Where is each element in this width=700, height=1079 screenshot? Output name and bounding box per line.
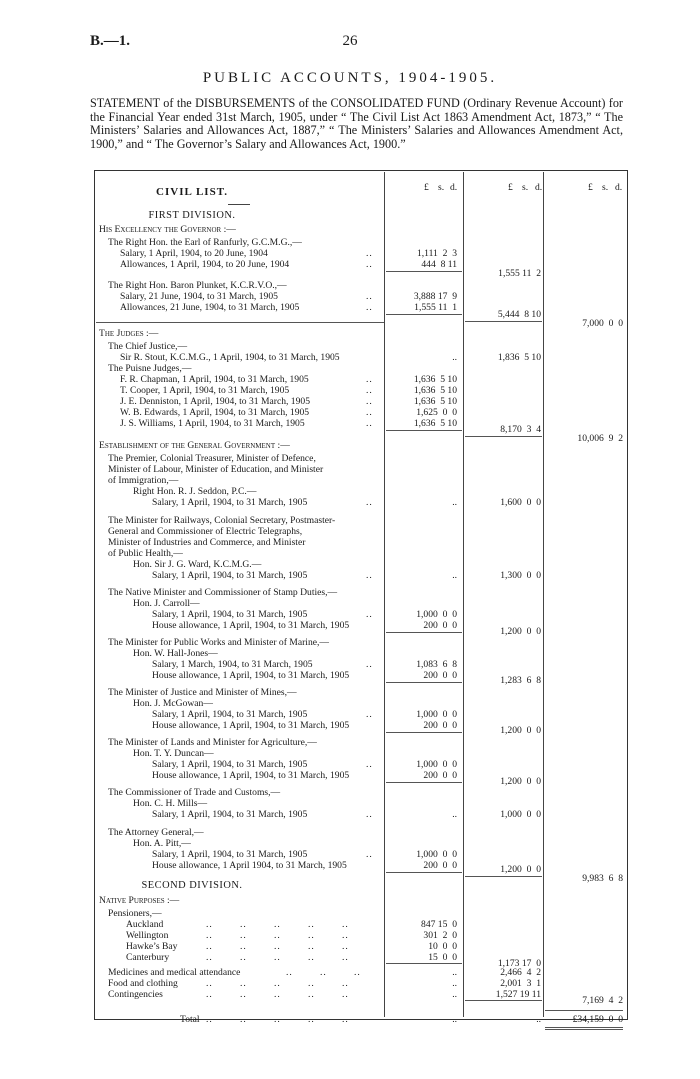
railways-salary-label: Salary, 1 April, 1904, to 31 March, 1905: [152, 570, 308, 581]
native-amount: 1,200 0 0: [500, 626, 541, 637]
railways-amount: 1,300 0 0: [500, 570, 541, 581]
first-division-heading: FIRST DIVISION.: [148, 210, 236, 221]
works-minister-name: Hon. W. Hall-Jones—: [133, 648, 218, 659]
establishment-heading: Establishment of the General Government :—: [99, 440, 290, 451]
double-rule: [545, 1027, 623, 1028]
trade-salary-label: Salary, 1 April, 1904, to 31 March, 1905: [152, 809, 308, 820]
premier-title-line: The Premier, Colonial Treasurer, Minister of Defence,: [108, 453, 316, 464]
native-salary-label: Salary, 1 April, 1904, to 31 March, 1905: [152, 609, 308, 620]
trade-amount: 1,000 0 0: [500, 809, 541, 820]
column-rule-3: [543, 172, 544, 1017]
section-rule: [96, 322, 384, 323]
earl-name: The Right Hon. the Earl of Ranfurly, G.C.M.G.,—: [108, 237, 302, 248]
column-rule-2: [463, 172, 464, 1017]
establishment-total: 9,983 6 8: [582, 873, 623, 884]
pound-heading-1: £: [424, 182, 429, 193]
governor-heading: His Excellency the Governor :—: [99, 224, 236, 235]
justice-house-amount: 200 0 0: [423, 720, 457, 731]
rule: [386, 963, 462, 964]
pension-place: Hawke’s Bay: [126, 941, 178, 952]
attorney-salary-amount: 1,000 0 0: [416, 849, 457, 860]
puisne-amount: 1,636 5 10: [413, 418, 457, 429]
attorney-general-title: The Attorney General,—: [108, 827, 204, 838]
page-number: 26: [342, 33, 358, 49]
works-salary-amount: 1,083 6 8: [416, 659, 457, 670]
double-rule: [545, 1029, 623, 1030]
pension-place: Auckland: [126, 919, 164, 930]
lands-minister-name: Hon. T. Y. Duncan—: [133, 748, 214, 759]
rule: [386, 682, 462, 683]
report-code: B.—1.: [90, 33, 131, 49]
baron-allowances-amount: 1,555 11 1: [414, 302, 457, 313]
railways-name: Hon. Sir J. G. Ward, K.C.M.G.—: [133, 559, 262, 570]
works-amount: 1,283 6 8: [500, 675, 541, 686]
trade-commissioner-name: Hon. C. H. Mills—: [133, 798, 208, 809]
chief-justice-heading: The Chief Justice,—: [108, 341, 188, 352]
native-house-label: House allowance, 1 April, 1904, to 31 March, 1905: [152, 620, 350, 631]
judges-total: 10,006 9 2: [577, 433, 623, 444]
puisne-judge: J. S. Williams, 1 April, 1904, to 31 March, 1905: [120, 418, 305, 429]
rule: [465, 436, 542, 437]
works-salary-label: Salary, 1 March, 1904, to 31 March, 1905: [152, 659, 313, 670]
rule: [465, 321, 542, 322]
premier-salary-label: Salary, 1 April, 1904, to 31 March, 1905: [152, 497, 308, 508]
attorney-house-label: House allowance, 1 April 1904, to 31 March, 1905: [152, 860, 347, 871]
puisne-judge: F. R. Chapman, 1 April, 1904, to 31 March, 1905: [120, 374, 309, 385]
rule: [386, 271, 462, 272]
medicines-amount: 2,466 4 2: [500, 967, 541, 978]
lands-house-label: House allowance, 1 April, 1904, to 31 March, 1905: [152, 770, 350, 781]
trade-commissioner-title: The Commissioner of Trade and Customs,—: [108, 787, 281, 798]
pound-heading-2: £: [508, 182, 513, 193]
rule: [386, 872, 462, 873]
works-house-amount: 200 0 0: [423, 670, 457, 681]
puisne-heading: The Puisne Judges,—: [108, 363, 192, 374]
shilling-heading-1: s.: [438, 182, 445, 193]
civil-list-heading: CIVIL LIST.: [156, 186, 228, 198]
page-title: PUBLIC ACCOUNTS, 1904-1905.: [202, 70, 498, 86]
works-minister-title: The Minister for Public Works and Minister of Marine,—: [108, 637, 330, 648]
chief-justice-amount: 1,836 5 10: [497, 352, 541, 363]
native-purposes-total: 7,169 4 2: [582, 995, 623, 1006]
contingencies-amount: 1,527 19 11: [495, 989, 541, 1000]
baron-salary-label: Salary, 21 June, 1904, to 31 March, 1905: [120, 291, 278, 302]
puisne-total: 8,170 3 4: [500, 424, 541, 435]
earl-subtotal: 1,555 11 2: [498, 268, 541, 279]
pension-place: Canterbury: [126, 952, 170, 963]
food-amount: 2,001 3 1: [500, 978, 541, 989]
pence-heading-2: d.: [535, 182, 543, 193]
pension-amount: 10 0 0: [428, 941, 457, 952]
justice-house-label: House allowance, 1 April, 1904, to 31 March, 1905: [152, 720, 350, 731]
railways-title-line: The Minister for Railways, Colonial Secretary, Postmaster-: [108, 515, 336, 526]
contingencies-label: Contingencies: [108, 989, 163, 1000]
puisne-judge: J. E. Denniston, 1 April, 1904, to 31 March, 1905: [120, 396, 310, 407]
premier-title-line: Minister of Labour, Minister of Education, and Minister: [108, 464, 324, 475]
premier-amount: 1,600 0 0: [500, 497, 541, 508]
pensioners-total: 1,173 17 0: [497, 958, 541, 969]
puisne-judge: T. Cooper, 1 April, 1904, to 31 March, 1905: [120, 385, 290, 396]
justice-amount: 1,200 0 0: [500, 725, 541, 736]
food-label: Food and clothing: [108, 978, 178, 989]
lands-salary-label: Salary, 1 April, 1904, to 31 March, 1905: [152, 759, 308, 770]
puisne-amount: 1,636 5 10: [413, 396, 457, 407]
puisne-amount: 1,625 0 0: [416, 407, 457, 418]
native-salary-amount: 1,000 0 0: [416, 609, 457, 620]
pensioners-heading: Pensioners,—: [108, 908, 162, 919]
lands-salary-amount: 1,000 0 0: [416, 759, 457, 770]
judges-heading: The Judges :—: [99, 328, 159, 339]
railways-title-line: General and Commissioner of Electric Telegraphs,: [108, 526, 303, 537]
chief-justice-entry: Sir R. Stout, K.C.M.G., 1 April, 1904, to 31 March, 1905: [120, 352, 340, 363]
lands-minister-title: The Minister of Lands and Minister for Agriculture,—: [108, 737, 317, 748]
pension-amount: 15 0 0: [428, 952, 457, 963]
pension-amount: 847 15 0: [421, 919, 457, 930]
puisne-amount: 1,636 5 10: [413, 385, 457, 396]
rule: [465, 876, 542, 877]
rule: [465, 1000, 542, 1001]
justice-salary-label: Salary, 1 April, 1904, to 31 March, 1905: [152, 709, 308, 720]
governor-total: 7,000 0 0: [582, 318, 623, 329]
lands-amount: 1,200 0 0: [500, 776, 541, 787]
statement-paragraph: STATEMENT of the DISBURSEMENTS of the CONSOLIDATED FUND (Ordinary Revenue Account) for the Financial Year ended 31st March, 1905, under “ The Civil List Act 1863 Amendment Act, 1873,” “ The Ministers’ Salaries and Allowances Act, 1887,” “ The Ministers’ Salaries and Allowances Amendment Act, 1900,” and “ The Governor’s Salary and Allowances Act, 1900.”: [90, 96, 623, 151]
earl-salary-amount: 1,111 2 3: [416, 248, 457, 259]
premier-title-line: of Immigration,—: [108, 475, 179, 486]
attorney-general-name: Hon. A. Pitt,—: [133, 838, 191, 849]
second-division-heading: SECOND DIVISION.: [141, 880, 243, 891]
rule: [386, 430, 462, 431]
railways-title-line: of Public Health,—: [108, 548, 183, 559]
native-minister-name: Hon. J. Carroll—: [133, 598, 200, 609]
justice-salary-amount: 1,000 0 0: [416, 709, 457, 720]
railways-title-line: Minister of Industries and Commerce, and Minister: [108, 537, 306, 548]
shilling-heading-2: s.: [522, 182, 529, 193]
pence-heading-1: d.: [450, 182, 458, 193]
divider: [228, 204, 250, 205]
baron-allowances-label: Allowances, 21 June, 1904, to 31 March, 1905: [120, 302, 300, 313]
total-label: Total: [180, 1014, 200, 1025]
attorney-salary-label: Salary, 1 April, 1904, to 31 March, 1905: [152, 849, 308, 860]
native-minister-title: The Native Minister and Commissioner of Stamp Duties,—: [108, 587, 338, 598]
premier-name: Right Hon. R. J. Seddon, P.C.—: [133, 486, 257, 497]
earl-allowances-amount: 444 8 11: [421, 259, 457, 270]
native-purposes-heading: Native Purposes :—: [99, 895, 180, 906]
justice-minister-title: The Minister of Justice and Minister of Mines,—: [108, 687, 297, 698]
pension-place: Wellington: [126, 930, 169, 941]
puisne-judge: W. B. Edwards, 1 April, 1904, to 31 March, 1905: [120, 407, 310, 418]
baron-salary-amount: 3,888 17 9: [413, 291, 457, 302]
baron-subtotal: 5,444 8 10: [497, 309, 541, 320]
attorney-house-amount: 200 0 0: [423, 860, 457, 871]
rule: [545, 1010, 623, 1011]
earl-allowances-label: Allowances, 1 April, 1904, to 20 June, 1904: [120, 259, 290, 270]
baron-name: The Right Hon. Baron Plunket, K.C.R.V.O.,—: [108, 280, 287, 291]
native-house-amount: 200 0 0: [423, 620, 457, 631]
rule: [386, 782, 462, 783]
pound-heading-3: £: [588, 182, 593, 193]
puisne-amount: 1,636 5 10: [413, 374, 457, 385]
works-house-label: House allowance, 1 April, 1904, to 31 March, 1905: [152, 670, 350, 681]
rule: [386, 314, 462, 315]
attorney-amount: 1,200 0 0: [500, 864, 541, 875]
pence-heading-3: d.: [615, 182, 623, 193]
justice-minister-name: Hon. J. McGowan—: [133, 698, 213, 709]
pension-amount: 301 2 0: [423, 930, 457, 941]
lands-house-amount: 200 0 0: [423, 770, 457, 781]
grand-total-amount: £34,159 0 0: [572, 1014, 623, 1025]
shilling-heading-3: s.: [602, 182, 609, 193]
earl-salary-label: Salary, 1 April, 1904, to 20 June, 1904: [120, 248, 268, 259]
rule: [386, 732, 462, 733]
rule: [386, 632, 462, 633]
medicines-label: Medicines and medical attendance: [108, 967, 241, 978]
